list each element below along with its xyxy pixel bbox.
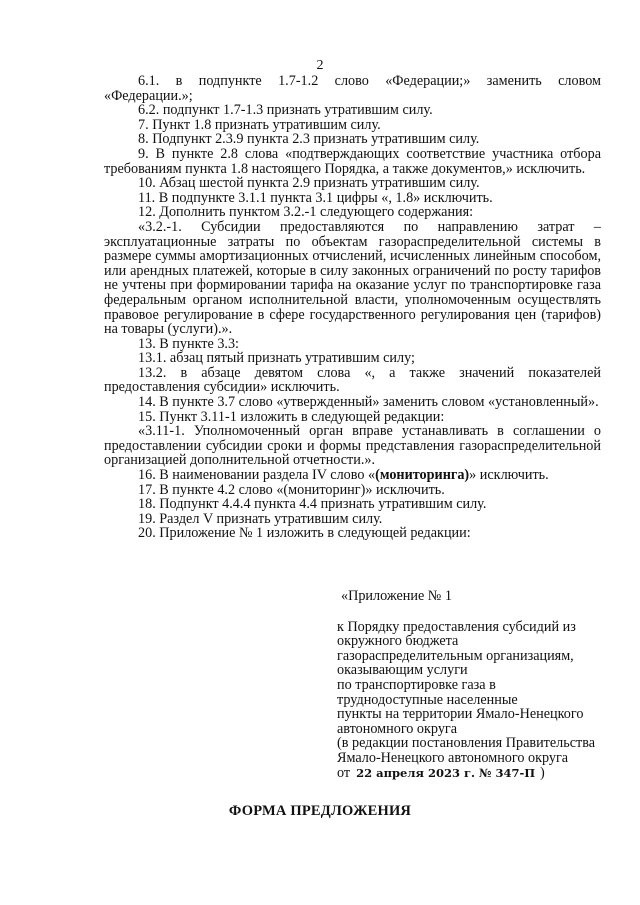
page-number: 2	[316, 58, 324, 73]
resolution-date-number: 22 апреля 2023 г. № 347-П	[356, 765, 536, 780]
paragraph-3-11-1-text: «3.11-1. Уполномоченный орган вправе устанавливать в соглашении о предоставлении субсидии сроки и формы представления газораспределительной организацией дополнительной отчетности.».	[104, 423, 601, 469]
paragraph-7: 7. Пункт 1.8 признать утратившим силу.	[138, 116, 381, 133]
appendix-line: (в редакции постановления Правительства	[337, 735, 596, 752]
appendix-line: газораспределительным организациям,	[337, 647, 574, 664]
appendix-header	[337, 589, 607, 780]
appendix-title: «Приложение № 1	[341, 588, 452, 604]
appendix-line: к Порядку предоставления субсидий из	[337, 618, 576, 635]
closing-parenthesis: )	[540, 764, 545, 781]
appendix-line: по транспортировке газа в	[337, 676, 496, 693]
appendix-line: труднодоступные населенные	[337, 691, 518, 708]
appendix-line: Ямало-Ненецкого автономного округа	[337, 749, 569, 766]
appendix-line: пункты на территории Ямало-Ненецкого	[337, 706, 584, 723]
paragraph-17: 17. В пункте 4.2 слово «(мониторинг)» исключить.	[138, 481, 445, 498]
date-prefix: от	[337, 764, 351, 781]
resolution-date-line	[337, 766, 607, 781]
paragraph-16-bold-word: (мониторинга)	[375, 467, 470, 484]
paragraph-9: 9. В пункте 2.8 слова «подтверждающих соответствие участника отбора требованиям пункта 1.8 настоящего Порядка, а также документов,» исключить.	[104, 145, 601, 177]
paragraph-13: 13. В пункте 3.3:	[138, 335, 239, 352]
paragraph-3-2-1-text: «3.2.-1. Субсидии предоставляются по направлению затрат – эксплуатационные затраты по объектам газораспределительной системы в размере суммы амортизационных отчислений, исчисленных линейным способом, или арендных платежей, которые в силу законных ограничений по росту тарифов не учтены при формировании тарифа на оказание услуг по транспортировке газа федеральным органом исполнительной власти, уполномоченным осуществлять правовое регулирование в сфере государственного регулирования цен (тарифов) на товары (услуги).».	[104, 218, 601, 338]
appendix-line: оказывающим услуги	[337, 662, 468, 679]
appendix-line: автономного округа	[337, 720, 458, 737]
paragraph-8: 8. Подпункт 2.3.9 пункта 2.3 признать утратившим силу.	[138, 131, 480, 148]
paragraph-14: 14. В пункте 3.7 слово «утвержденный» заменить словом «установленный».	[138, 394, 599, 411]
paragraph-13-2: 13.2. в абзаце девятом слова «, а также значений показателей предоставления субсидии» исключить.	[104, 364, 601, 396]
form-title: ФОРМА ПРЕДЛОЖЕНИЯ	[228, 803, 412, 819]
paragraph-6-1: 6.1. в подпункте 1.7-1.2 слово «Федерации;» заменить словом «Федерации.»;	[104, 73, 601, 104]
paragraph-16	[104, 468, 601, 483]
paragraph-15: 15. Пункт 3.11-1 изложить в следующей редакции:	[138, 408, 445, 425]
paragraph-11: 11. В подпункте 3.1.1 пункта 3.1 цифры «, 1.8» исключить.	[138, 189, 493, 206]
paragraph-18: 18. Подпункт 4.4.4 пункта 4.4 признать утратившим силу.	[138, 496, 487, 513]
paragraph-20: 20. Приложение № 1 изложить в следующей редакции:	[138, 525, 471, 542]
paragraph-13-1: 13.1. абзац пятый признать утратившим силу;	[138, 350, 415, 367]
paragraph-16-start: 16. В наименовании раздела IV слово «	[138, 467, 376, 484]
paragraph-10: 10. Абзац шестой пункта 2.9 признать утратившим силу.	[138, 175, 480, 192]
paragraph-19: 19. Раздел V признать утратившим силу.	[138, 510, 383, 527]
appendix-line: окружного бюджета	[337, 633, 459, 650]
document-body	[104, 74, 601, 541]
paragraph-6-2: 6.2. подпункт 1.7-1.3 признать утратившим силу.	[138, 102, 433, 119]
paragraph-12: 12. Дополнить пунктом 3.2.-1 следующего содержания:	[138, 204, 474, 221]
paragraph-16-end: » исключить.	[469, 467, 549, 484]
